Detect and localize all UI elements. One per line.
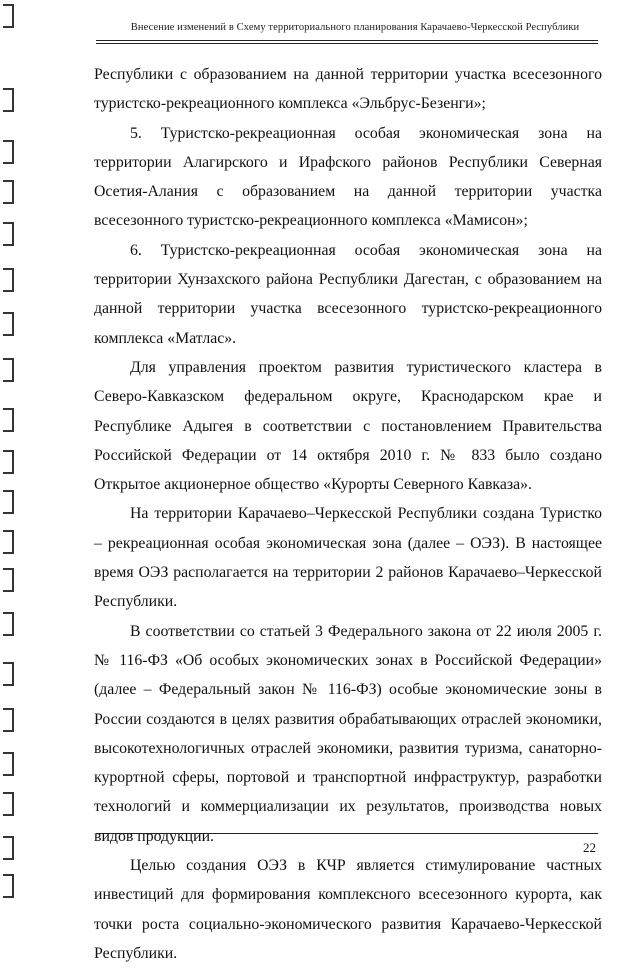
paragraph: 5. Туристско-рекреационная особая экономическая зона на территории Алагирского и Ирафского районов Республики Северная Осетия-Алания с образованием на данной территории участка всесезонного туристско-рекреационного комплекса «Мамисон»; bbox=[94, 124, 602, 230]
footer-rule bbox=[96, 833, 598, 834]
paragraph: Целью создания ОЭЗ в КЧР является стимулирование частных инвестиций для формирования комплексного всесезонного курорта, как точки роста социально-экономического развития Карачаево-Черкесской Республики. bbox=[94, 857, 602, 962]
page-number: 22 bbox=[583, 840, 596, 855]
paragraph: 6. Туристско-рекреационная особая экономическая зона на территории Хунзахского района Республики Дагестан, с образованием на данной территории участка всесезонного туристско-рекреационного комплекса «Матлас». bbox=[94, 241, 602, 347]
running-header: Внесение изменений в Схему территориального планирования Карачаево-Черкесской Республики bbox=[130, 22, 580, 33]
header-rule bbox=[96, 40, 598, 41]
paragraph: На территории Карачаево–Черкесской Республики создана Туристко – рекреационная особая экономическая зона (далее – ОЭЗ). В настоящее время ОЭЗ располагается на территории 2 районов Карачаево–Черкесской Республики. bbox=[94, 505, 602, 611]
body-text bbox=[94, 60, 602, 968]
paragraph: В соответствии со статьей 3 Федерального закона от 22 июля 2005 г. № 116-ФЗ «Об особых экономических зонах в Российской Федерации» (далее – Федеральный закон № 116-ФЗ) особые экономические зоны в России создаются в целях развития обрабатывающих отраслей экономики, высокотехнологичных отраслей экономики, развития туризма, санаторно-курортной сферы, портовой и транспортной инфраструктур, разработки технологий и коммерциализации их результатов, производства новых видов продукции. bbox=[94, 622, 602, 845]
paragraph: Для управления проектом развития туристического кластера в Северо-Кавказском федеральном округе, Краснодарском крае и Республике Адыгея в соответствии с постановлением Правительства Российской Федерации от 14 октября 2010 г. № 833 было создано Открытое акционерное общество «Курорты Северного Кавказа». bbox=[94, 358, 602, 494]
paragraph: Республики с образованием на данной территории участка всесезонного туристско-рекреационного комплекса «Эльбрус-Безенги»; bbox=[94, 66, 602, 113]
header-rule-secondary bbox=[96, 43, 598, 44]
binding-rings bbox=[0, 0, 18, 905]
